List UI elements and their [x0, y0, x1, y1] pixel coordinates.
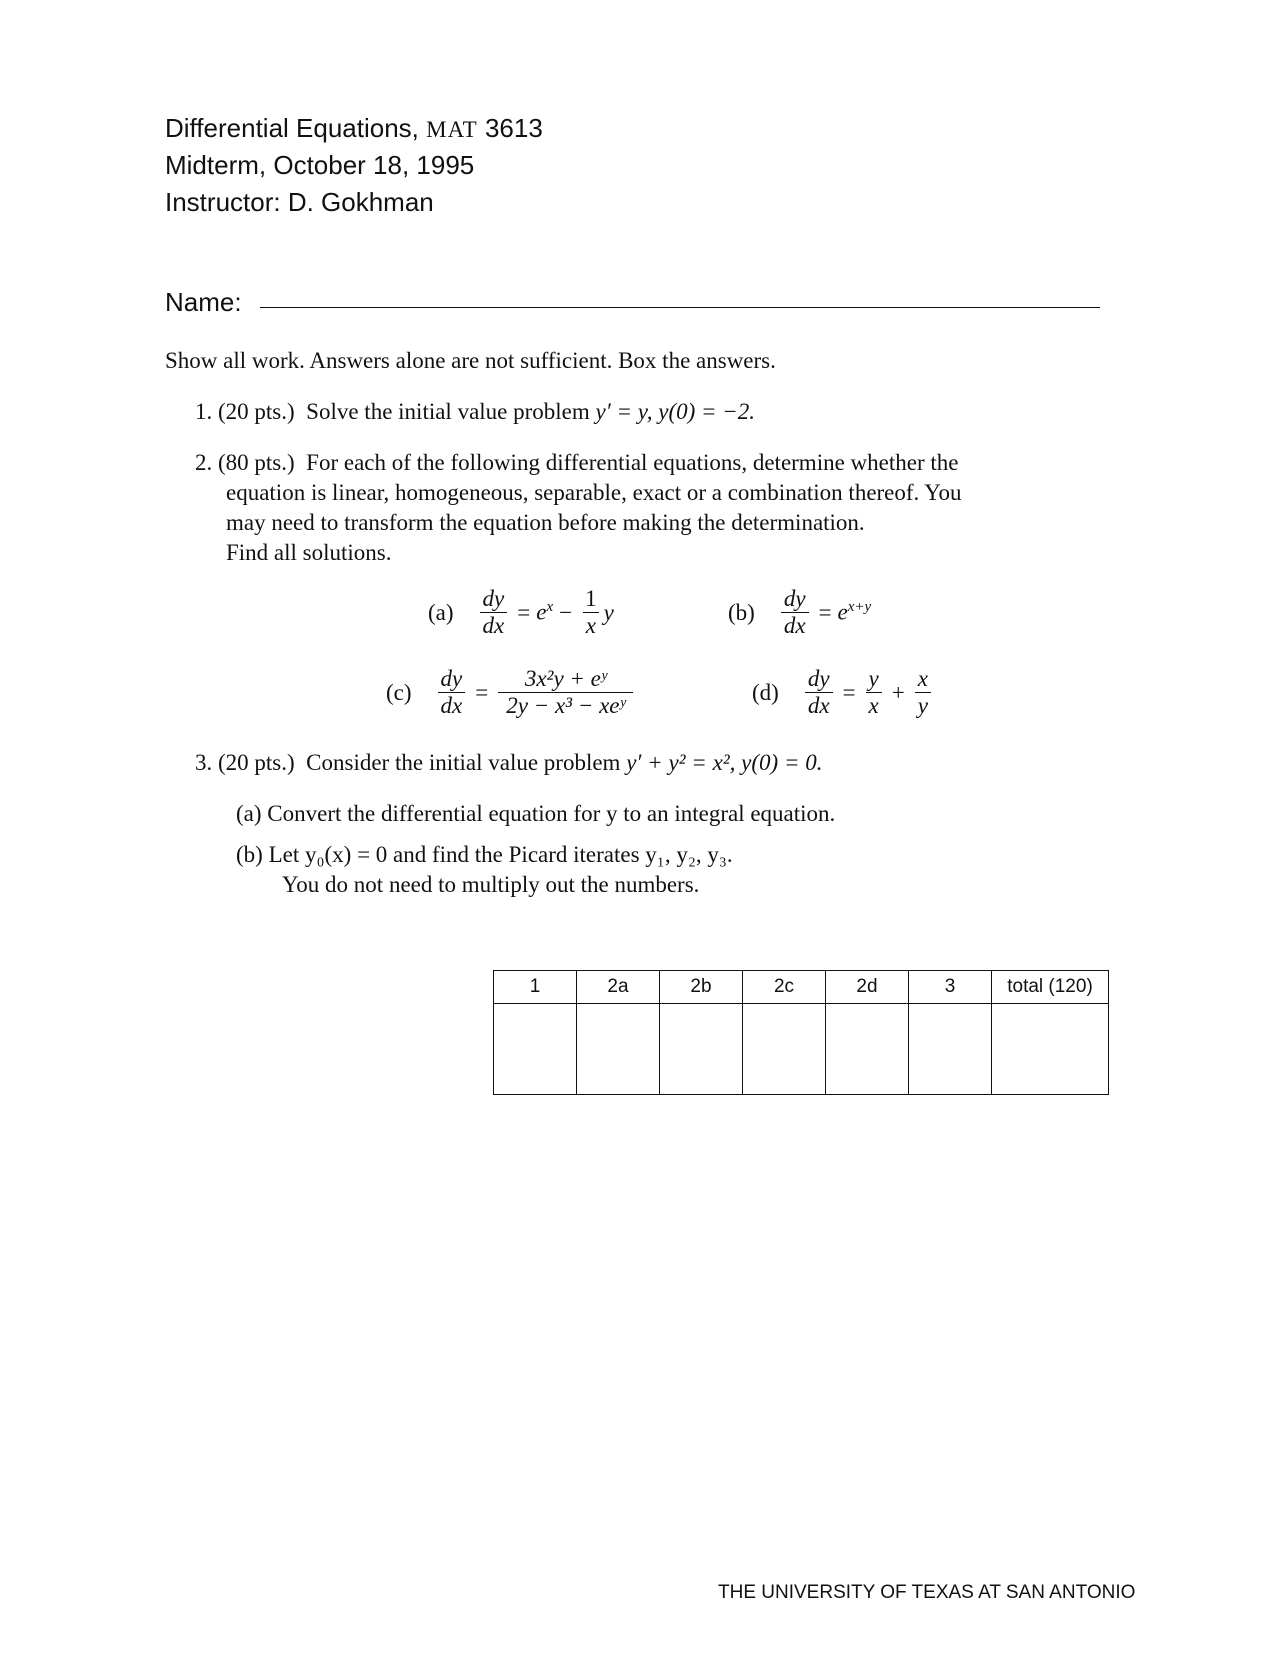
score-cell[interactable]	[992, 1004, 1109, 1095]
course-title: Differential Equations, MAT 3613	[165, 113, 543, 143]
score-header-cell: 2c	[743, 971, 826, 1004]
problem-2-line-3: may need to transform the equation before making the determination.	[226, 510, 865, 535]
problem-2-line-4: Find all solutions.	[226, 540, 392, 565]
score-cell[interactable]	[826, 1004, 909, 1095]
problem-3a: (a) Convert the differential equation for y to an integral equation.	[236, 801, 836, 826]
problem-3b-note: You do not need to multiply out the numbers.	[282, 872, 700, 897]
score-table	[493, 970, 1109, 1095]
instructions: Show all work. Answers alone are not sufficient. Box the answers.	[165, 348, 776, 373]
score-table-header	[494, 971, 1109, 1004]
exam-date: Midterm, October 18, 1995	[165, 150, 475, 180]
equation-b: (b) $\frac{dy}{dx}$ = $e^{x+y}$	[728, 586, 872, 638]
equation-d: (d) $\frac{dy}{dx}$ = $\frac{y}{x}$ + $\frac{x}{y}$	[752, 666, 935, 719]
problem-2-line-2: equation is linear, homogeneous, separable, exact or a combination thereof. You	[226, 480, 962, 505]
score-cell[interactable]	[577, 1004, 660, 1095]
problem-3: 3. (20 pts.) Consider the initial value problem y′ + y² = x², y(0) = 0.	[195, 750, 823, 775]
problem-3b: (b) Let y₀(x) = 0 and find the Picard iterates y₁, y₂, y₃.	[236, 842, 733, 867]
score-header-cell: 1	[494, 971, 577, 1004]
score-header-cell: 2d	[826, 971, 909, 1004]
score-table-body	[494, 1004, 1109, 1095]
score-header-cell: 2a	[577, 971, 660, 1004]
score-header-cell: 3	[909, 971, 992, 1004]
name-label: Name:	[165, 287, 242, 317]
score-cell[interactable]	[909, 1004, 992, 1095]
problem-2-line-1: 2. (80 pts.) For each of the following differential equations, determine whether the	[195, 450, 959, 475]
score-cell[interactable]	[494, 1004, 577, 1095]
score-header-cell: total (120)	[992, 971, 1109, 1004]
university-footer: THE UNIVERSITY OF TEXAS AT SAN ANTONIO	[718, 1582, 1136, 1603]
name-field[interactable]	[260, 307, 1100, 308]
instructor: Instructor: D. Gokhman	[165, 187, 434, 217]
score-header-cell: 2b	[660, 971, 743, 1004]
equation-c: (c) $\frac{dy}{dx}$ = $\frac{\text{3x²y + eʸ}}{\text{2y − x³ − xeʸ}}$	[386, 666, 637, 719]
score-cell[interactable]	[660, 1004, 743, 1095]
equation-a: (a) $\frac{dy}{dx}$ = $e^x$ − $\frac{1}{x}$ y	[428, 586, 614, 638]
score-cell[interactable]	[743, 1004, 826, 1095]
problem-1: 1. (20 pts.) Solve the initial value problem y′ = y, y(0) = −2.	[195, 399, 756, 424]
